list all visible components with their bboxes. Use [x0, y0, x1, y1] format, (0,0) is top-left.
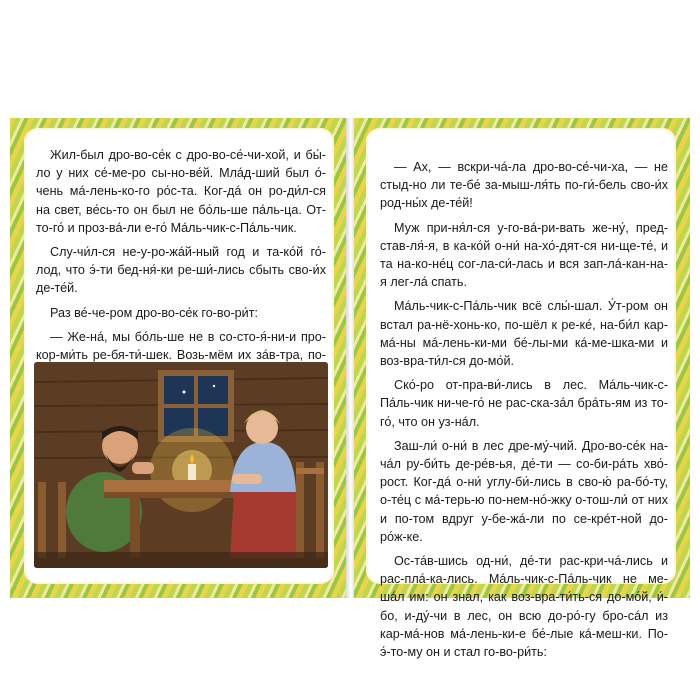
- paragraph: Жил-был дро-во-се́к с дро-во-се́-чи-хой, и бы́-ло у них се́-ме-ро сы-но-ве́й. Млáд-ший был о́-чень мá-лень-ко-го ро́с-та. Ког-дá он ро-ди́л-ся на свет, ве́сь-то он был не бо́ль-ше пáль-ца. От-то-го́ и проз-вá-ли е-го́ Мáль-чик-с-Пáль-чик.: [36, 148, 326, 235]
- paragraph: — Ах, — вскри-чá-ла дро-во-се́-чи-ха, — не стыд-но ли те-бе́ за-мыш-ля́ть по-ги́-бель сво-и́х род-ны́х де-те́й!: [380, 160, 668, 211]
- right-page-text: [380, 158, 668, 667]
- book-spine: [346, 118, 354, 598]
- paragraph: Муж при-ня́л-ся у-го-вá-ри-вать же-ну́, пред-став-ля́-я, в ка-ко́й о-ни́ на-хо́-дят-ся ни-ще-те́, и та на-ко-не́ц сог-ла-си́-лась и вся зап-лá-кан-на-я лег-лá спать.: [380, 220, 668, 290]
- left-page-content: [24, 128, 334, 584]
- illustration-art: [34, 362, 328, 568]
- paragraph: — Же-нá, мы бо́ль-ше не в со-сто-я́-ни-и про-кор-ми́ть ре-бя-ти́-шек. Возь-мём их зáв-тра, по-: [36, 329, 326, 363]
- paragraph: Мáль-чик-с-Пáль-чик всё слы́-шал. У́т-ром он встал ра-нё-хонь-ко, по-шёл к ре-ке́, на-би́л кар-мá-ны мá-лень-ки-ми бе́-лы-ми кá-ме-шка-ми и воз-вра-ти́л-ся до-мо́й.: [380, 299, 668, 369]
- illustration: [34, 362, 328, 568]
- paragraph: Слу-чи́л-ся не-у-ро-жáй-ный год и та-ко́й го́-лод, что э́-ти бед-ня́-ки ре-ши́-лись сбыть сво-и́х де-те́й.: [36, 245, 326, 296]
- open-book: [10, 118, 690, 660]
- paragraph: Ос-тáв-шись од-ни́, де́-ти рас-кри-чá-лись и рас-плá-ка-лись. Мáль-чик-с-Пáль-чик не ме-шáл им: он знал, как воз-вра-ти́ть-ся до-мо́й, и́-бо, и-ду́-чи в лес, он всю до-ро́-гу бро-сáл из кар-мá-нов мá-лень-ки-е бе́-лые кá-меш-ки. По-э́-то-му он и стал го-во-ри́ть:: [380, 554, 668, 660]
- paragraph: Раз ве́-че-ром дро-во-се́к го-во-ри́т:: [50, 305, 258, 320]
- paragraph: Ско́-ро от-пра-ви́-лись в лес. Мáль-чик-с-Пáль-чик ни-че-го́ не рас-ска-зáл брáть-ям из то-го́, что он уз-нáл.: [380, 378, 668, 429]
- right-page-content: [366, 128, 676, 660]
- right-page: [354, 118, 690, 660]
- paragraph: Заш-ли́ о-ни́ в лес дре-му́-чий. Дро-во-се́к на-чáл ру-би́ть де-ре́в-ья, де́-ти — со-би-рáть хво́-рост. Ког-дá о-ни́ углу-би́-лись в сво-ю́ ра-бо́-ту, о-те́ц с мá-терь-ю по-нем-но́-жку о-тош-ли́ от них и по-том вдруг у-бе-жá-ли по се-крéт-ной до-ро́ж-ке.: [380, 438, 668, 544]
- left-page-text: [36, 146, 326, 388]
- left-page: [10, 118, 346, 598]
